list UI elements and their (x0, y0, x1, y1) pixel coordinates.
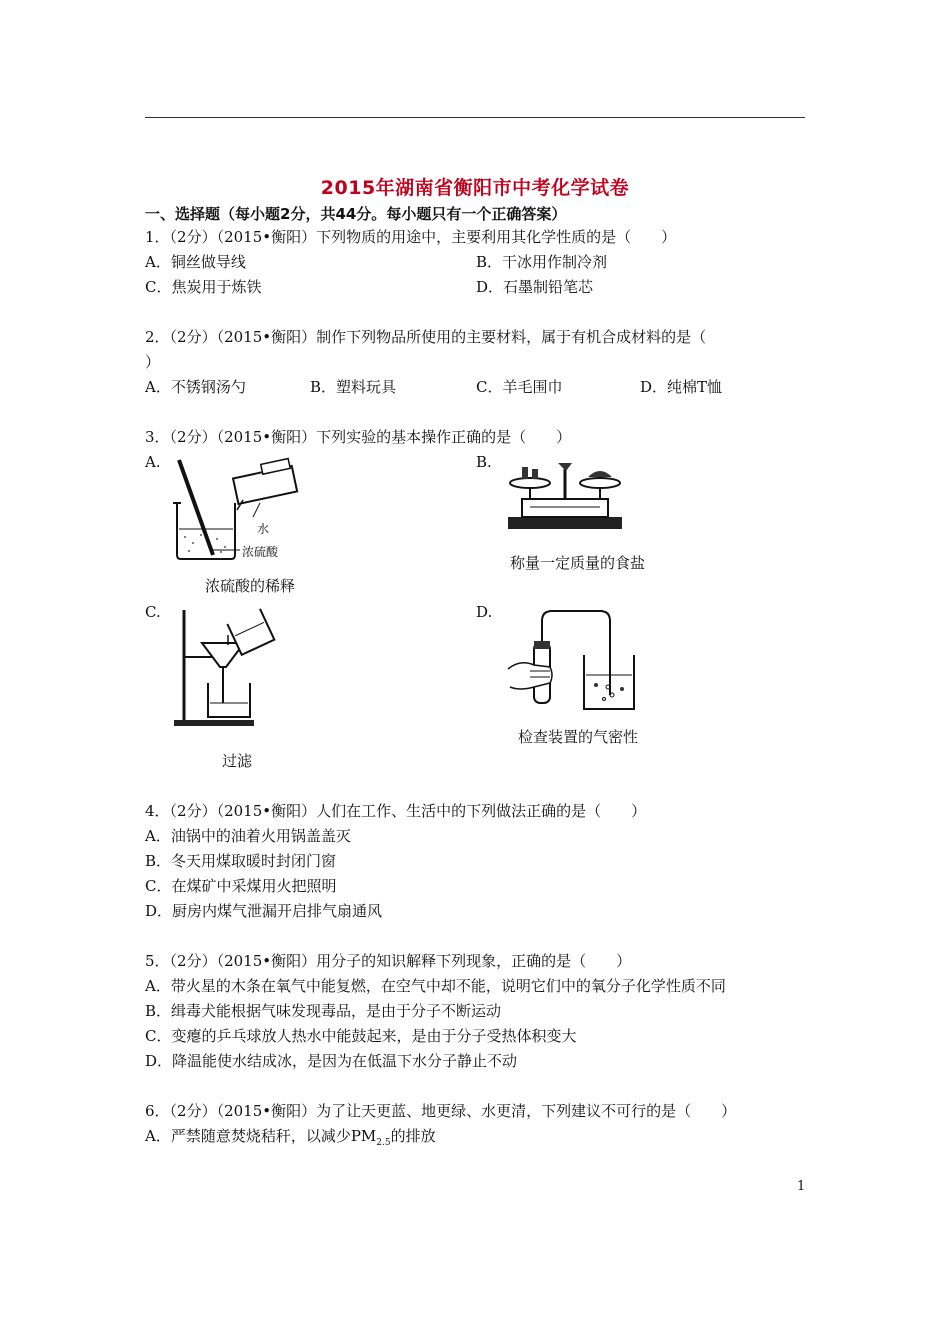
q1-option-d: D．石墨制铅笔芯 (476, 278, 594, 296)
q3-caption-b: 称量一定质量的食盐 (510, 554, 646, 572)
q1-option-c: C．焦炭用于炼铁 (145, 278, 262, 296)
q4-option-b: B．冬天用煤取暖时封闭门窗 (145, 852, 337, 870)
section-heading: 一、选择题（每小题2分，共44分。每小题只有一个正确答案） (145, 205, 567, 223)
page-title: 2015年湖南省衡阳市中考化学试卷 (320, 177, 630, 199)
q2-option-a: A．不锈钢汤勺 (145, 378, 246, 396)
figure-airtightness (500, 605, 640, 715)
header-rule (145, 117, 805, 118)
q1-stem: 1．（2分）（2015•衡阳）下列物质的用途中，主要利用其化学性质的是（ ） (145, 228, 677, 246)
q2-stem-end: ） (145, 353, 161, 371)
q2-option-c: C．羊毛围巾 (476, 378, 563, 396)
figure-acid-dilution (165, 455, 315, 565)
figure-balance (500, 455, 630, 535)
q3-option-a-label: A. (145, 453, 161, 471)
q5-option-a: A．带火星的木条在氧气中能复燃，在空气中却不能，说明它们中的氧分子化学性质不同 (145, 977, 726, 995)
q6-stem: 6．（2分）（2015•衡阳）为了让天更蓝、地更绿、水更清，下列建议不可行的是（ ） (145, 1102, 737, 1120)
q4-option-a: A．油锅中的油着火用锅盖盖灭 (145, 827, 351, 845)
q6-option-a-tail: 的排放 (390, 1127, 436, 1145)
q5-option-c: C．变瘪的乒乓球放人热水中能鼓起来，是由于分子受热体积变大 (145, 1027, 577, 1045)
q3-option-c-label: C. (145, 603, 161, 621)
q2-stem: 2．（2分）（2015•衡阳）制作下列物品所使用的主要材料，属于有机合成材料的是（ (145, 328, 707, 346)
q3-stem: 3．（2分）（2015•衡阳）下列实验的基本操作正确的是（ ） (145, 428, 572, 446)
q6-option-a-text: A．严禁随意焚烧秸秆，以减少PM (145, 1127, 377, 1145)
figure-label-water: 水 (257, 522, 270, 536)
q3-option-b-label: B. (476, 453, 492, 471)
q3-option-d-label: D. (476, 603, 493, 621)
q1-option-b: B．干冰用作制冷剂 (476, 253, 608, 271)
q4-stem: 4．（2分）（2015•衡阳）人们在工作、生活中的下列做法正确的是（ ） (145, 802, 647, 820)
page-number: 1 (797, 1179, 806, 1194)
q4-option-d: D．厨房内煤气泄漏开启排气扇通风 (145, 902, 383, 920)
q5-option-d: D．降温能使水结成冰，是因为在低温下水分子静止不动 (145, 1052, 518, 1070)
q2-option-d: D．纯棉T恤 (640, 378, 723, 396)
q3-caption-c: 过滤 (222, 752, 253, 770)
q2-option-b: B．塑料玩具 (310, 378, 397, 396)
figure-label-acid: 浓硫酸 (242, 545, 279, 559)
q3-caption-d: 检查装置的气密性 (518, 728, 639, 746)
figure-filtration (170, 605, 280, 730)
q1-option-a: A．铜丝做导线 (145, 253, 246, 271)
q5-option-b: B．缉毒犬能根据气味发现毒品，是由于分子不断运动 (145, 1002, 502, 1020)
q4-option-c: C．在煤矿中采煤用火把照明 (145, 877, 337, 895)
q5-stem: 5．（2分）（2015•衡阳）用分子的知识解释下列现象，正确的是（ ） (145, 952, 632, 970)
q3-caption-a: 浓硫酸的稀释 (205, 577, 296, 595)
q6-option-a-subscript: 2.5 (376, 1138, 391, 1148)
q6-option-a (145, 1126, 436, 1153)
